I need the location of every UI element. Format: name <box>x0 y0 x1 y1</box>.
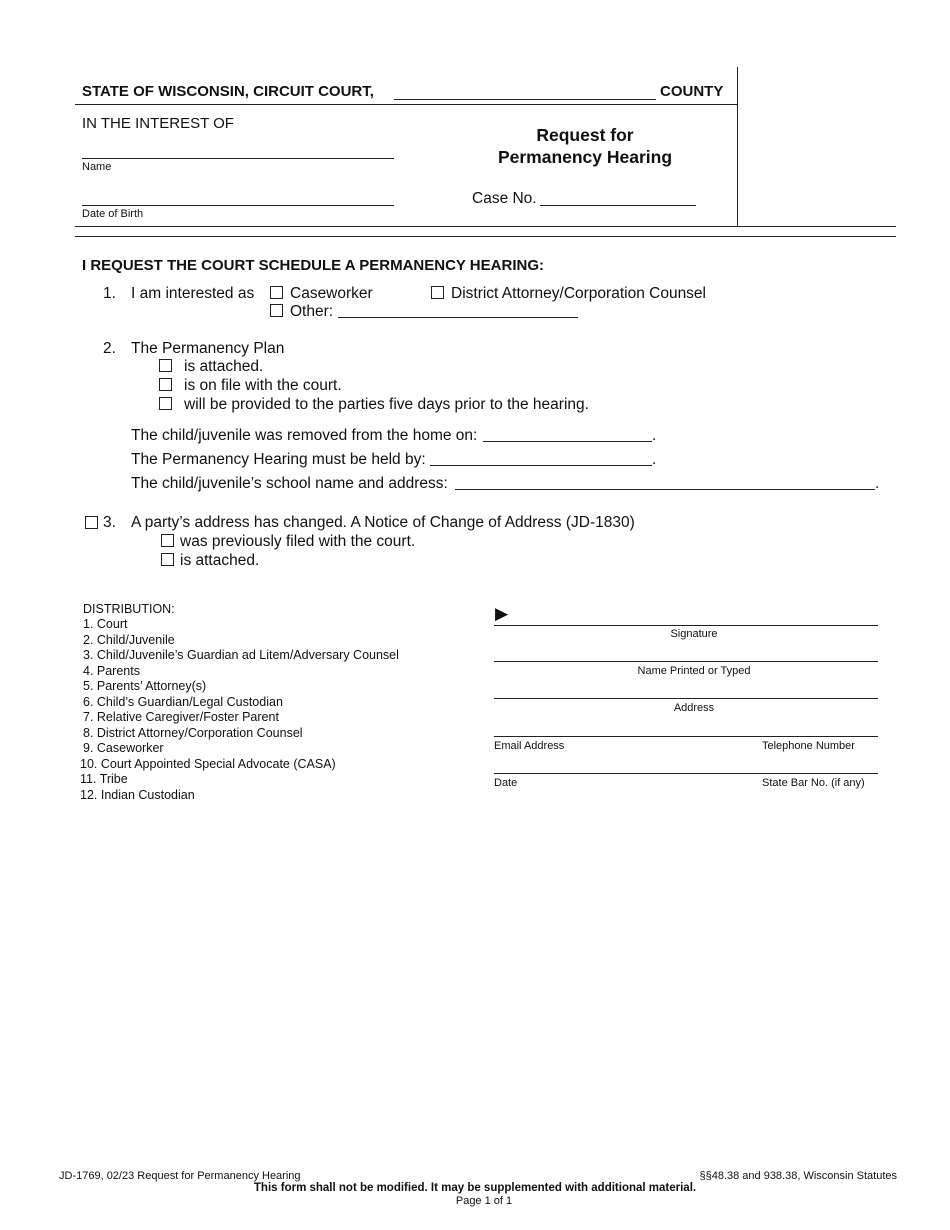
notice-filed-label: was previously filed with the court. <box>180 533 416 550</box>
form-id: JD-1769, 02/23 Request for Permanency Hearing <box>59 1170 301 1182</box>
plan-provided-checkbox[interactable] <box>159 397 172 410</box>
address-changed-checkbox[interactable] <box>85 516 98 529</box>
county-input-line[interactable] <box>394 99 656 100</box>
notice-attached-label: is attached. <box>180 552 260 569</box>
list-item: 3. Child/Juvenile’s Guardian ad Litem/Adversary Counsel <box>83 648 399 662</box>
other-input-line[interactable] <box>338 317 578 318</box>
list-item: 4. Parents <box>83 663 140 678</box>
footer-notice: This form shall not be modified. It may be supplemented with additional material. <box>253 1182 697 1194</box>
school-label: The child/juvenile’s school name and address: <box>131 475 448 492</box>
page-title-line-1: Request for <box>536 125 634 145</box>
held-by-label: The Permanency Hearing must be held by: <box>131 451 426 468</box>
address-label: Address <box>673 702 715 714</box>
case-no-label: Case No. <box>472 190 537 207</box>
page-title-line-2: Permanency Hearing <box>497 147 673 167</box>
header-bottom-rule-2 <box>75 236 896 237</box>
signature-input-line[interactable] <box>494 625 878 626</box>
signature-label: Signature <box>670 628 718 640</box>
name-printed-input-line[interactable] <box>494 661 878 662</box>
school-input-line[interactable] <box>455 489 875 490</box>
signature-arrow-icon: ▶ <box>495 604 509 623</box>
plan-attached-checkbox[interactable] <box>159 359 172 372</box>
name-label: Name <box>82 161 112 173</box>
other-checkbox[interactable] <box>270 304 283 317</box>
plan-on-file-label: is on file with the court. <box>184 377 342 394</box>
header-bottom-rule-1 <box>75 226 896 227</box>
district-attorney-checkbox[interactable] <box>431 286 444 299</box>
notice-filed-checkbox[interactable] <box>161 534 174 547</box>
distribution-list <box>80 617 399 803</box>
removed-date-label: The child/juvenile was removed from the home on: <box>131 427 478 444</box>
distribution-title: DISTRIBUTION: <box>83 602 175 616</box>
removed-date-period: . <box>652 427 657 444</box>
list-item: 1. Court <box>83 617 128 631</box>
date-bar-input-line[interactable] <box>494 773 878 774</box>
address-input-line[interactable] <box>494 698 878 699</box>
interest-of-label: IN THE INTEREST OF <box>82 115 234 132</box>
list-item: 2. Child/Juvenile <box>83 632 175 647</box>
email-label: Email Address <box>494 740 565 752</box>
name-input-line[interactable] <box>82 158 394 159</box>
plan-provided-label: will be provided to the parties five days prior to the hearing. <box>184 396 589 413</box>
item-1-text: I am interested as <box>131 285 255 302</box>
plan-attached-label: is attached. <box>184 358 264 375</box>
bar-no-label: State Bar No. (if any) <box>762 777 865 789</box>
name-printed-label: Name Printed or Typed <box>637 665 751 677</box>
list-item: 11. Tribe <box>80 772 128 786</box>
list-item: 7. Relative Caregiver/Foster Parent <box>83 710 279 724</box>
held-by-period: . <box>652 451 657 468</box>
dob-input-line[interactable] <box>82 205 394 206</box>
court-label: STATE OF WISCONSIN, CIRCUIT COURT, <box>82 83 374 100</box>
other-label: Other: <box>290 303 334 320</box>
school-period: . <box>875 475 880 492</box>
item-3-number: 3. <box>103 514 116 531</box>
header-rule <box>75 104 737 105</box>
date-label: Date <box>494 777 518 789</box>
item-3-text: A party’s address has changed. A Notice of Change of Address (JD-1830) <box>131 514 635 531</box>
page-number: Page 1 of 1 <box>455 1195 513 1207</box>
county-label: COUNTY <box>660 83 724 100</box>
list-item: 6. Child’s Guardian/Legal Custodian <box>83 694 283 709</box>
plan-on-file-checkbox[interactable] <box>159 378 172 391</box>
district-attorney-label: District Attorney/Corporation Counsel <box>451 285 707 302</box>
item-2-number: 2. <box>103 340 116 357</box>
list-item: 12. Indian Custodian <box>80 787 195 802</box>
request-heading: I REQUEST THE COURT SCHEDULE A PERMANENCY HEARING: <box>82 257 544 274</box>
telephone-label: Telephone Number <box>762 740 855 752</box>
removed-date-input-line[interactable] <box>483 441 652 442</box>
held-by-input-line[interactable] <box>430 465 652 466</box>
list-item: 10. Court Appointed Special Advocate (CASA) <box>80 756 336 771</box>
caseworker-label: Caseworker <box>290 285 373 302</box>
list-item: 8. District Attorney/Corporation Counsel <box>83 725 303 740</box>
header-vertical-divider <box>737 67 738 227</box>
caseworker-checkbox[interactable] <box>270 286 283 299</box>
list-item: 5. Parents’ Attorney(s) <box>83 679 207 693</box>
item-1-number: 1. <box>103 285 116 302</box>
statutes: §§48.38 and 938.38, Wisconsin Statutes <box>699 1170 897 1182</box>
dob-label: Date of Birth <box>82 208 144 220</box>
list-item: 9. Caseworker <box>83 741 164 755</box>
item-2-text: The Permanency Plan <box>131 340 285 357</box>
case-no-input-line[interactable] <box>540 205 696 206</box>
email-phone-input-line[interactable] <box>494 736 878 737</box>
notice-attached-checkbox[interactable] <box>161 553 174 566</box>
